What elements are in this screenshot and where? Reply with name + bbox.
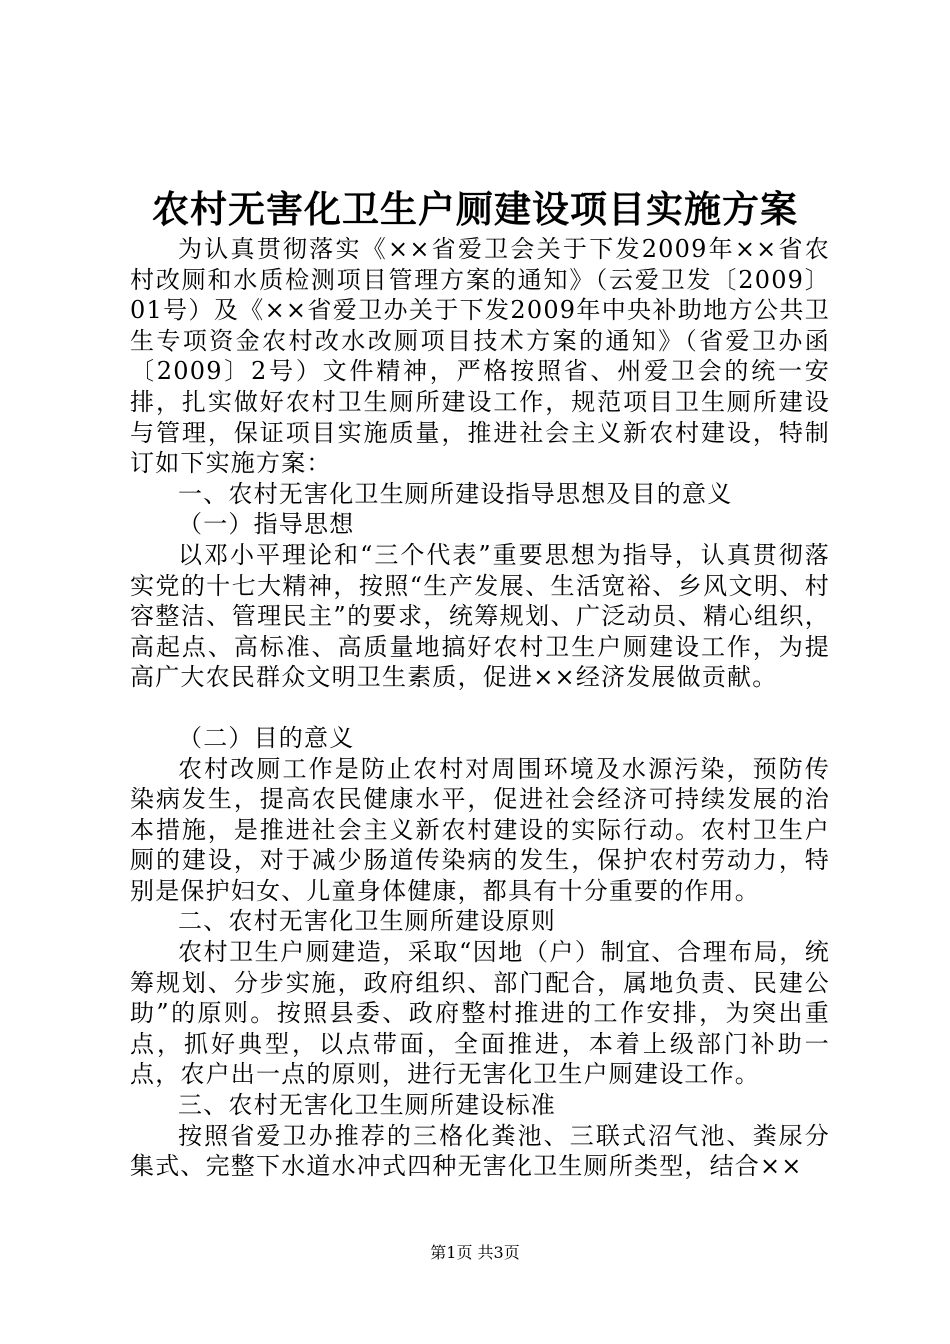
section-heading-2: 二、农村无害化卫生厕所建设原则: [178, 907, 556, 936]
guiding-thought-paragraph: 以邓小平理论和“三个代表”重要思想为指导，认真贯彻落实党的十七大精神，按照“生产发展、生活宽裕、乡风文明、村容整洁、管理民主”的要求，统筹规划、广泛动员、精心组织，高起点、高标准、高质量地搞好农村卫生户厕建设工作，为提高广大农民群众文明卫生素质，促进××经济发展做贡献。: [130, 540, 830, 692]
section-heading-1: 一、农村无害化卫生厕所建设指导思想及目的意义: [178, 479, 733, 508]
principles-paragraph: 农村卫生户厕建造，采取“因地（户）制宜、合理布局，统筹规划、分步实施，政府组织、部门配合，属地负责、民建公助”的原则。按照县委、政府整村推进的工作安排，为突出重点，抓好典型，以点带面，全面推进，本着上级部门补助一点，农户出一点的原则，进行无害化卫生户厕建设工作。: [130, 938, 830, 1089]
section-heading-3: 三、农村无害化卫生厕所建设标准: [178, 1091, 556, 1120]
document-title: 农村无害化卫生户厕建设项目实施方案: [152, 187, 798, 231]
standards-paragraph: 按照省爱卫办推荐的三格化粪池、三联式沼气池、粪尿分集式、完整下水道水冲式四种无害化卫生厕所类型，结合××: [130, 1121, 830, 1181]
intro-paragraph: 为认真贯彻落实《××省爱卫会关于下发2009年××省农村改厕和水质检测项目管理方案的通知》（云爱卫发〔2009〕01号）及《××省爱卫办关于下发2009年中央补助地方公共卫生专项资金农村改水改厕项目技术方案的通知》（省爱卫办函〔2009〕2号）文件精神，严格按照省、州爱卫会的统一安排，扎实做好农村卫生厕所建设工作，规范项目卫生厕所建设与管理，保证项目实施质量，推进社会主义新农村建设，特制订如下实施方案：: [130, 235, 830, 478]
purpose-paragraph: 农村改厕工作是防止农村对周围环境及水源污染，预防传染病发生，提高农民健康水平，促进社会经济可持续发展的治本措施，是推进社会主义新农村建设的实际行动。农村卫生户厕的建设，对于减少肠道传染病的发生，保护农村劳动力，特别是保护妇女、儿童身体健康，都具有十分重要的作用。: [130, 754, 830, 905]
document-body: [130, 234, 830, 1182]
subsection-heading-purpose: （二）目的意义: [178, 723, 355, 752]
page-footer: 第1页 共3页: [430, 1243, 520, 1262]
subsection-heading-guiding-thought: （一）指导思想: [178, 510, 355, 539]
paragraph-spacer: [130, 693, 830, 723]
